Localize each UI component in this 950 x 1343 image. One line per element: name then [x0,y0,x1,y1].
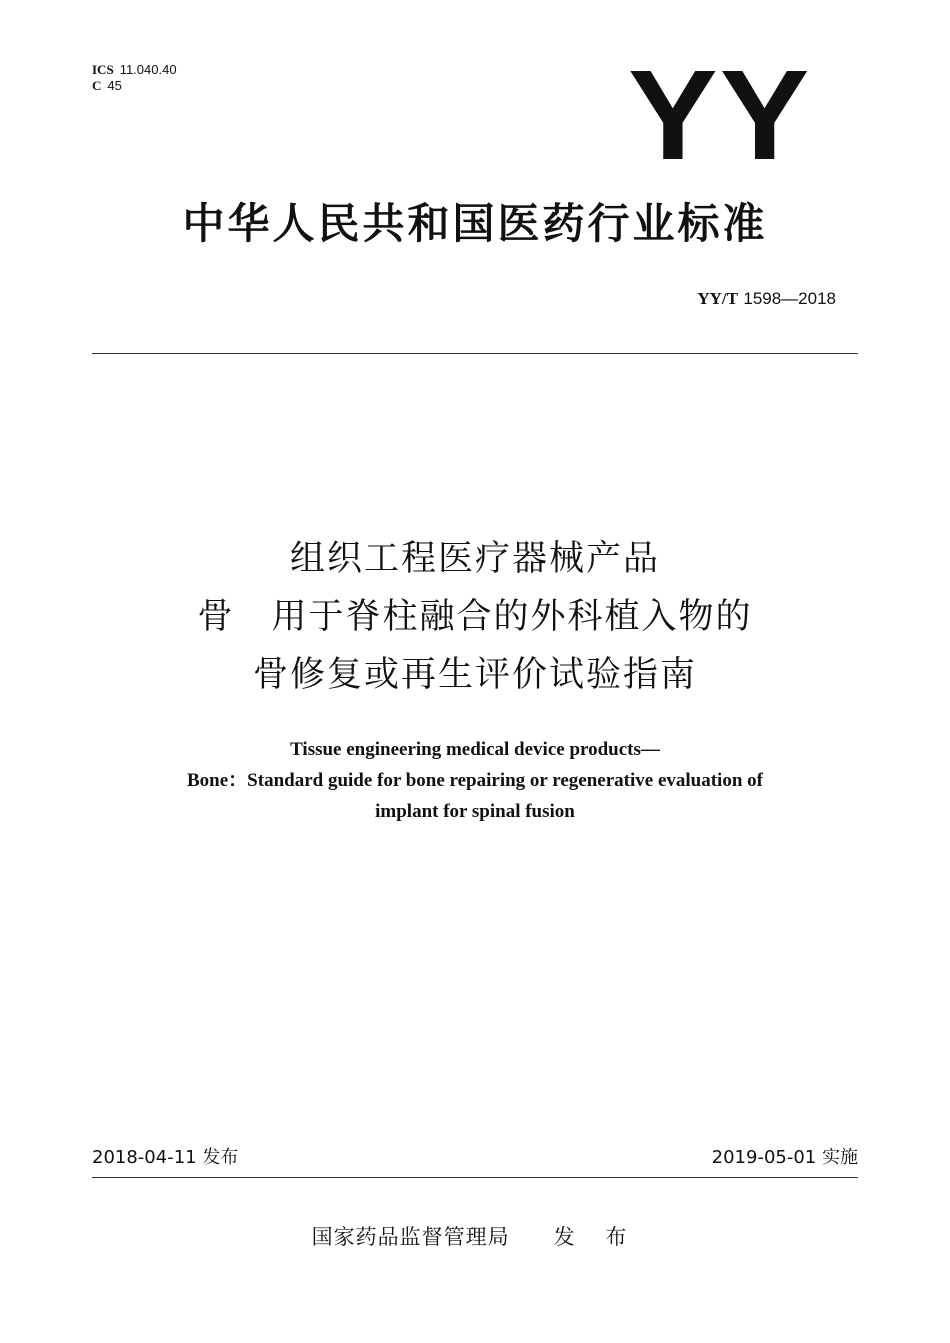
english-title-line: Tissue engineering medical device products— [290,739,660,760]
english-title-line: implant for spinal fusion [375,801,575,822]
implement-date: 2019-05-01 实施 [711,1147,858,1168]
issuer [92,1222,858,1252]
standard-number-value: 1598—2018 [743,289,836,308]
chinese-title [92,530,858,704]
standard-number [697,288,836,310]
chinese-title-line: 骨 用于脊柱融合的外科植入物的 [197,597,753,637]
ics-code: ICS 11.040.40 [92,62,177,77]
chinese-title-line: 组织工程医疗器械产品 [289,539,660,579]
classification-codes [92,62,177,94]
footer-divider [92,1177,858,1178]
standard-number-prefix: YY/T [697,289,738,308]
standard-category: 中华人民共和国医药行业标准 [182,199,768,248]
english-title [92,734,858,827]
header-divider [92,353,858,354]
issuer-action: 发 布 [553,1225,639,1249]
ccs-code: C 45 [92,78,122,93]
yy-logo: YY [628,44,812,187]
english-title-line: Bone：Standard guide for bone repairing or regenerative evaluation of [187,770,763,791]
chinese-title-line: 骨修复或再生评价试验指南 [252,655,697,695]
issuer-name: 国家药品监督管理局 [311,1225,510,1249]
release-date: 2018-04-11 发布 [92,1147,239,1168]
